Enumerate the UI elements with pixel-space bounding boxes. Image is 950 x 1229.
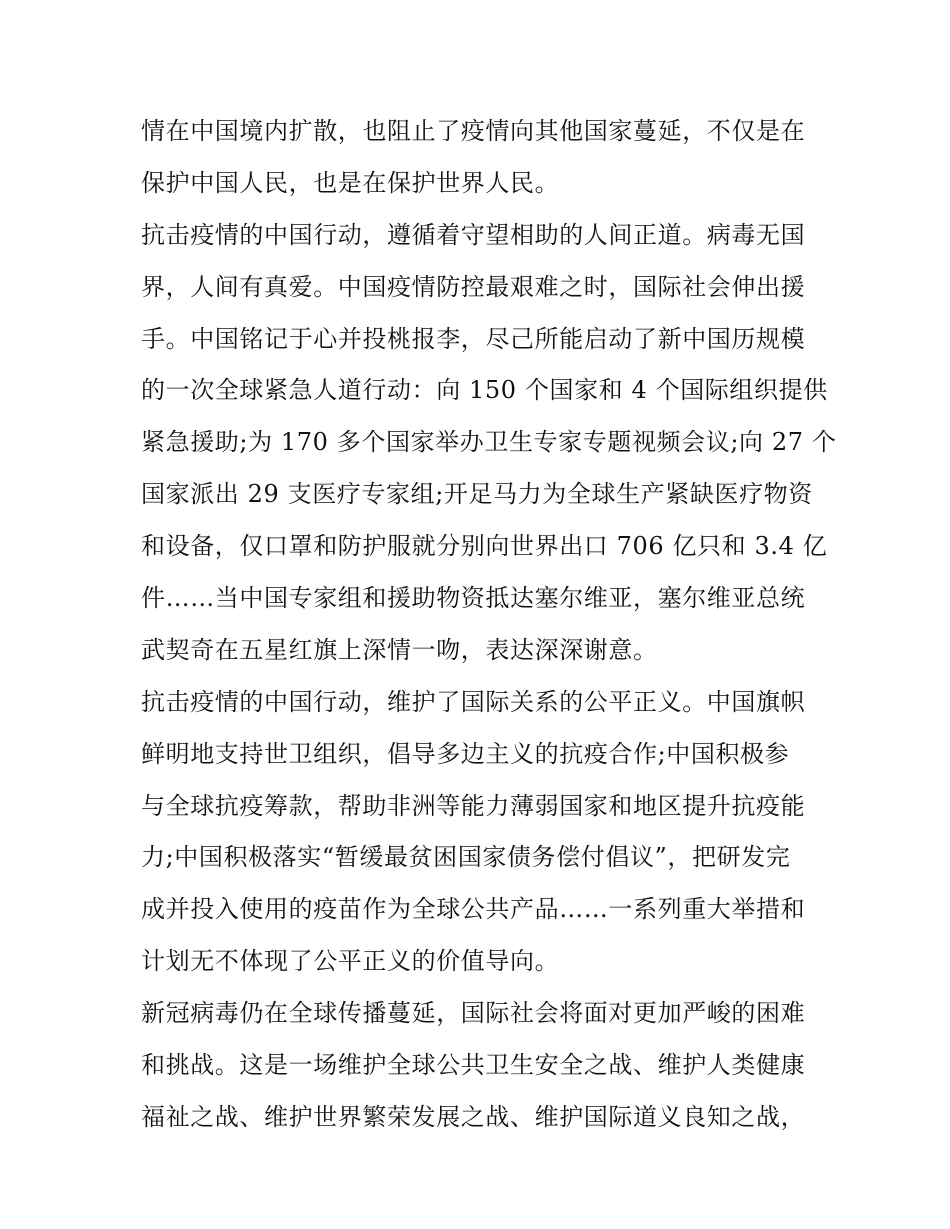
text-line: 的一次全球紧急人道行动：向 150 个国家和 4 个国际组织提供 bbox=[141, 376, 828, 405]
text-line: 手。中国铭记于心并投桃报李，尽己所能启动了新中国历规模 bbox=[141, 324, 806, 353]
text-line: 武契奇在五星红旗上深情一吻，表达深深谢意。 bbox=[141, 635, 658, 664]
text-line: 成并投入使用的疫苗作为全球公共产品……一系列重大举措和 bbox=[141, 895, 806, 924]
text-line: 计划无不体现了公平正义的价值导向。 bbox=[141, 947, 560, 976]
text-line: 和挑战。这是一场维护全球公共卫生安全之战、维护人类健康 bbox=[141, 1051, 806, 1080]
text-line: 福祉之战、维护世界繁荣发展之战、维护国际道义良知之战， bbox=[141, 1102, 806, 1131]
text-line: 鲜明地支持世卫组织，倡导多边主义的抗疫合作;中国积极参 bbox=[141, 739, 790, 768]
text-line: 抗击疫情的中国行动，遵循着守望相助的人间正道。病毒无国 bbox=[141, 220, 806, 249]
text-line: 抗击疫情的中国行动，维护了国际关系的公平正义。中国旗帜 bbox=[141, 687, 806, 716]
text-line: 情在中国境内扩散，也阻止了疫情向其他国家蔓延，不仅是在 bbox=[141, 117, 806, 145]
text-line: 国家派出 29 支医疗专家组;开足马力为全球生产紧缺医疗物资 bbox=[141, 480, 813, 509]
text-line: 新冠病毒仍在全球传播蔓延，国际社会将面对更加严峻的困难 bbox=[141, 999, 806, 1028]
text-line: 和设备，仅口罩和防护服就分别向世界出口 706 亿只和 3.4 亿 bbox=[141, 532, 828, 561]
body-text bbox=[141, 106, 837, 1144]
text-line: 与全球抗疫筹款，帮助非洲等能力薄弱国家和地区提升抗疫能 bbox=[141, 791, 806, 820]
text-line: 紧急援助;为 170 多个国家举办卫生专家专题视频会议;向 27 个 bbox=[141, 428, 837, 457]
text-line: 件……当中国专家组和援助物资抵达塞尔维亚，塞尔维亚总统 bbox=[141, 584, 806, 613]
text-line: 保护中国人民，也是在保护世界人民。 bbox=[141, 168, 560, 197]
text-line: 力;中国积极落实“暂缓最贫困国家债务偿付倡议”，把研发完 bbox=[141, 843, 791, 872]
text-line: 界，人间有真爱。中国疫情防控最艰难之时，国际社会伸出援 bbox=[141, 272, 806, 301]
